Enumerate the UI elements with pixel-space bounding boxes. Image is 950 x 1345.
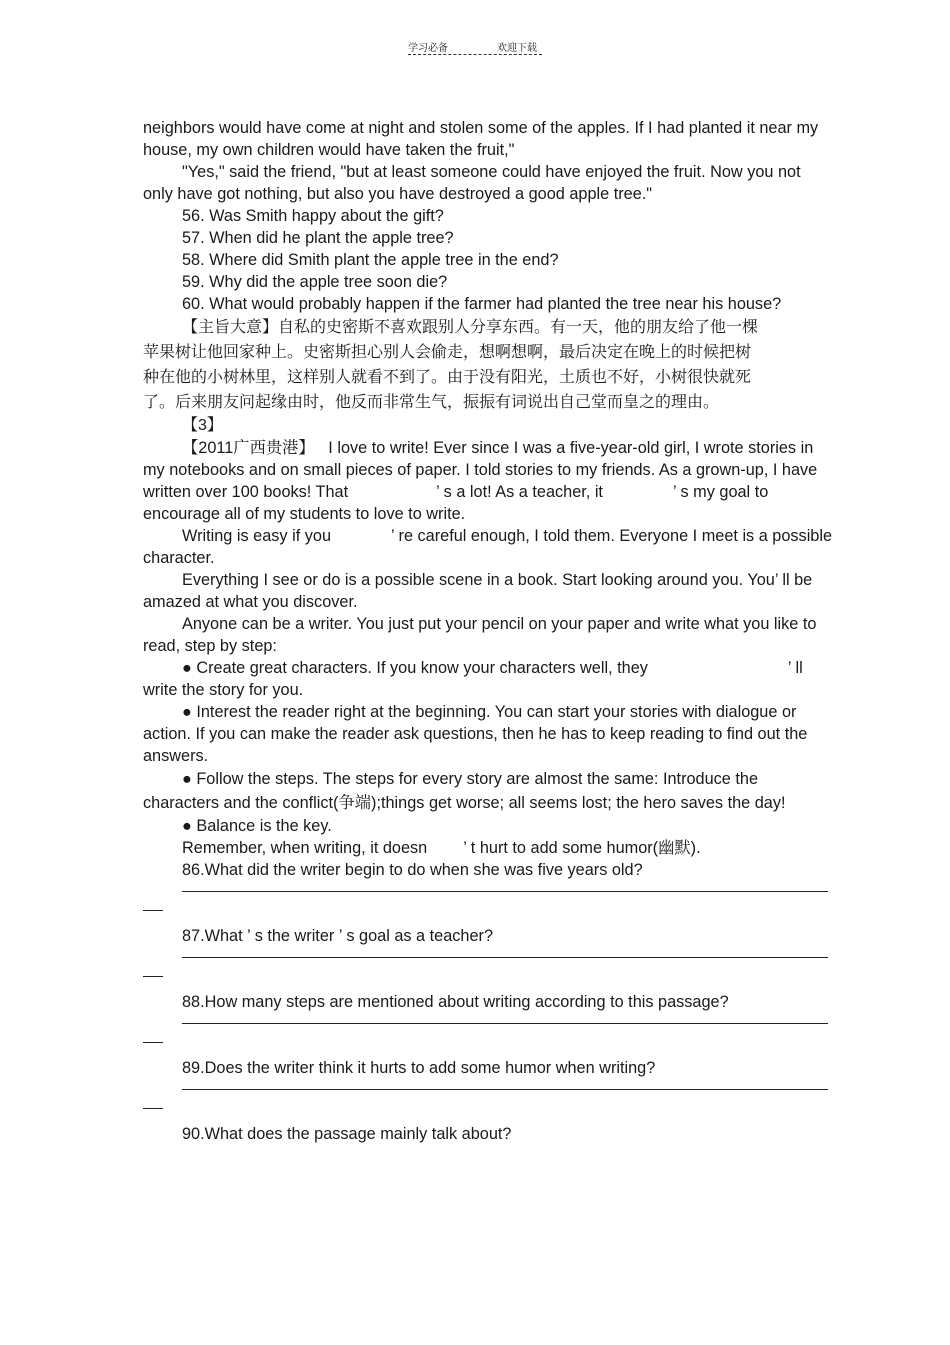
bullet-interest: ● Interest the reader right at the beginning. You can start your stories with dialogue or action. If you can make the reader ask questions, then he has to keep reading to find out the answers. bbox=[143, 703, 808, 765]
question-59: 59. Why did the apple tree soon die? bbox=[182, 273, 448, 291]
section3-paragraph-3: Everything I see or do is a possible scene in a book. Start looking around you. You’ ll be amazed at what you discover. bbox=[143, 571, 813, 611]
paragraph-text: ’ ll write the bbox=[143, 659, 803, 699]
answer-dash bbox=[143, 910, 163, 911]
section3-paragraph-1 bbox=[143, 437, 833, 525]
question-57: 57. When did he plant the apple tree? bbox=[182, 229, 454, 247]
paragraph-text: story for you. bbox=[209, 681, 304, 699]
answer-line[interactable] bbox=[182, 891, 828, 892]
answer-dash bbox=[143, 1042, 163, 1043]
question-89: 89.Does the writer think it hurts to add some humor when writing? bbox=[182, 1059, 656, 1077]
answer-line[interactable] bbox=[182, 1089, 828, 1090]
bullet-balance: ● Balance is the key. bbox=[182, 817, 332, 835]
paragraph-text: encourage all of my students to love to write. bbox=[143, 505, 466, 523]
question-90: 90.What does the passage mainly talk about? bbox=[182, 1125, 512, 1143]
answer-line[interactable] bbox=[182, 1023, 828, 1024]
section3-paragraph-2 bbox=[143, 525, 833, 569]
bullet-characters bbox=[143, 657, 833, 701]
paragraph-text: Remember, when writing, it doesn bbox=[182, 839, 428, 857]
paragraph-text: ’ t hurt to add some humor(幽默). bbox=[463, 839, 701, 857]
section-number: 【3】 bbox=[182, 417, 223, 434]
document-body bbox=[143, 117, 833, 1145]
passage1-line: "Yes," said the friend, "but at least someone could have enjoyed the fruit. Now you not only have got nothing, but also you have destroyed a good apple tree." bbox=[143, 163, 801, 203]
question-56: 56. Was Smith happy about the gift? bbox=[182, 207, 444, 225]
question-87: 87.What ’ s the writer ’ s goal as a teacher? bbox=[182, 927, 493, 945]
question-88: 88.How many steps are mentioned about writing according to this passage? bbox=[182, 993, 729, 1011]
summary-paragraph: 【主旨大意】自私的史密斯不喜欢跟别人分享东西。有一天，他的朋友给了他一棵苹果树让他回家种上。史密斯担心别人会偷走，想啊想啊，最后决定在晚上的时候把树种在他的小树林里，这样别人就看不到了。由于没有阳光，土质也不好，小树很快就死了。后来朋友问起缘由时，他反而非常生气，振振有词说出自己堂而皇之的理由。 bbox=[143, 319, 759, 411]
paragraph-text: I love to write! Ever since I was a five-year-old girl, I wrote stories in my notebooks and on small pieces of paper. I told stories to my friends. As a grown-up, I have written over 100 books! That bbox=[143, 439, 818, 501]
passage1-line: neighbors would have come at night and stolen some of the apples. If I had planted it near my house, my own children would have taken the fruit," bbox=[143, 119, 819, 159]
question-60: 60. What would probably happen if the farmer had planted the tree near his house? bbox=[182, 295, 782, 313]
source-tag: 【2011广西贵港】 bbox=[182, 439, 315, 457]
paragraph-text: ’ s a lot! As a teacher, it bbox=[436, 483, 603, 501]
section3-paragraph-4: Anyone can be a writer. You just put your pencil on your paper and write what you like to read, step by step: bbox=[143, 615, 817, 655]
paragraph-text: ’ s my goal to bbox=[672, 483, 769, 501]
header-left: 学习必备 bbox=[408, 43, 448, 54]
paragraph-text: ’ re careful enough, I told them. Everyone I meet is a possible character. bbox=[143, 527, 833, 567]
bullet-steps: ● Follow the steps. The steps for every story are almost the same: Introduce the characters and the conflict(争端);things get worse; all seems lost; the hero saves the day! bbox=[143, 770, 786, 812]
answer-line[interactable] bbox=[182, 957, 828, 958]
paragraph-text: Writing is easy if you bbox=[182, 527, 331, 545]
paragraph-text: ● Create great characters. If you know your characters well, they bbox=[182, 659, 648, 677]
page-header bbox=[408, 39, 542, 57]
balance-note bbox=[143, 837, 833, 859]
question-58: 58. Where did Smith plant the apple tree in the end? bbox=[182, 251, 559, 269]
question-86: 86.What did the writer begin to do when she was five years old? bbox=[182, 861, 643, 879]
header-rule bbox=[408, 54, 542, 55]
answer-dash bbox=[143, 1108, 163, 1109]
header-right: 欢迎下载 bbox=[497, 43, 537, 54]
answer-dash bbox=[143, 976, 163, 977]
